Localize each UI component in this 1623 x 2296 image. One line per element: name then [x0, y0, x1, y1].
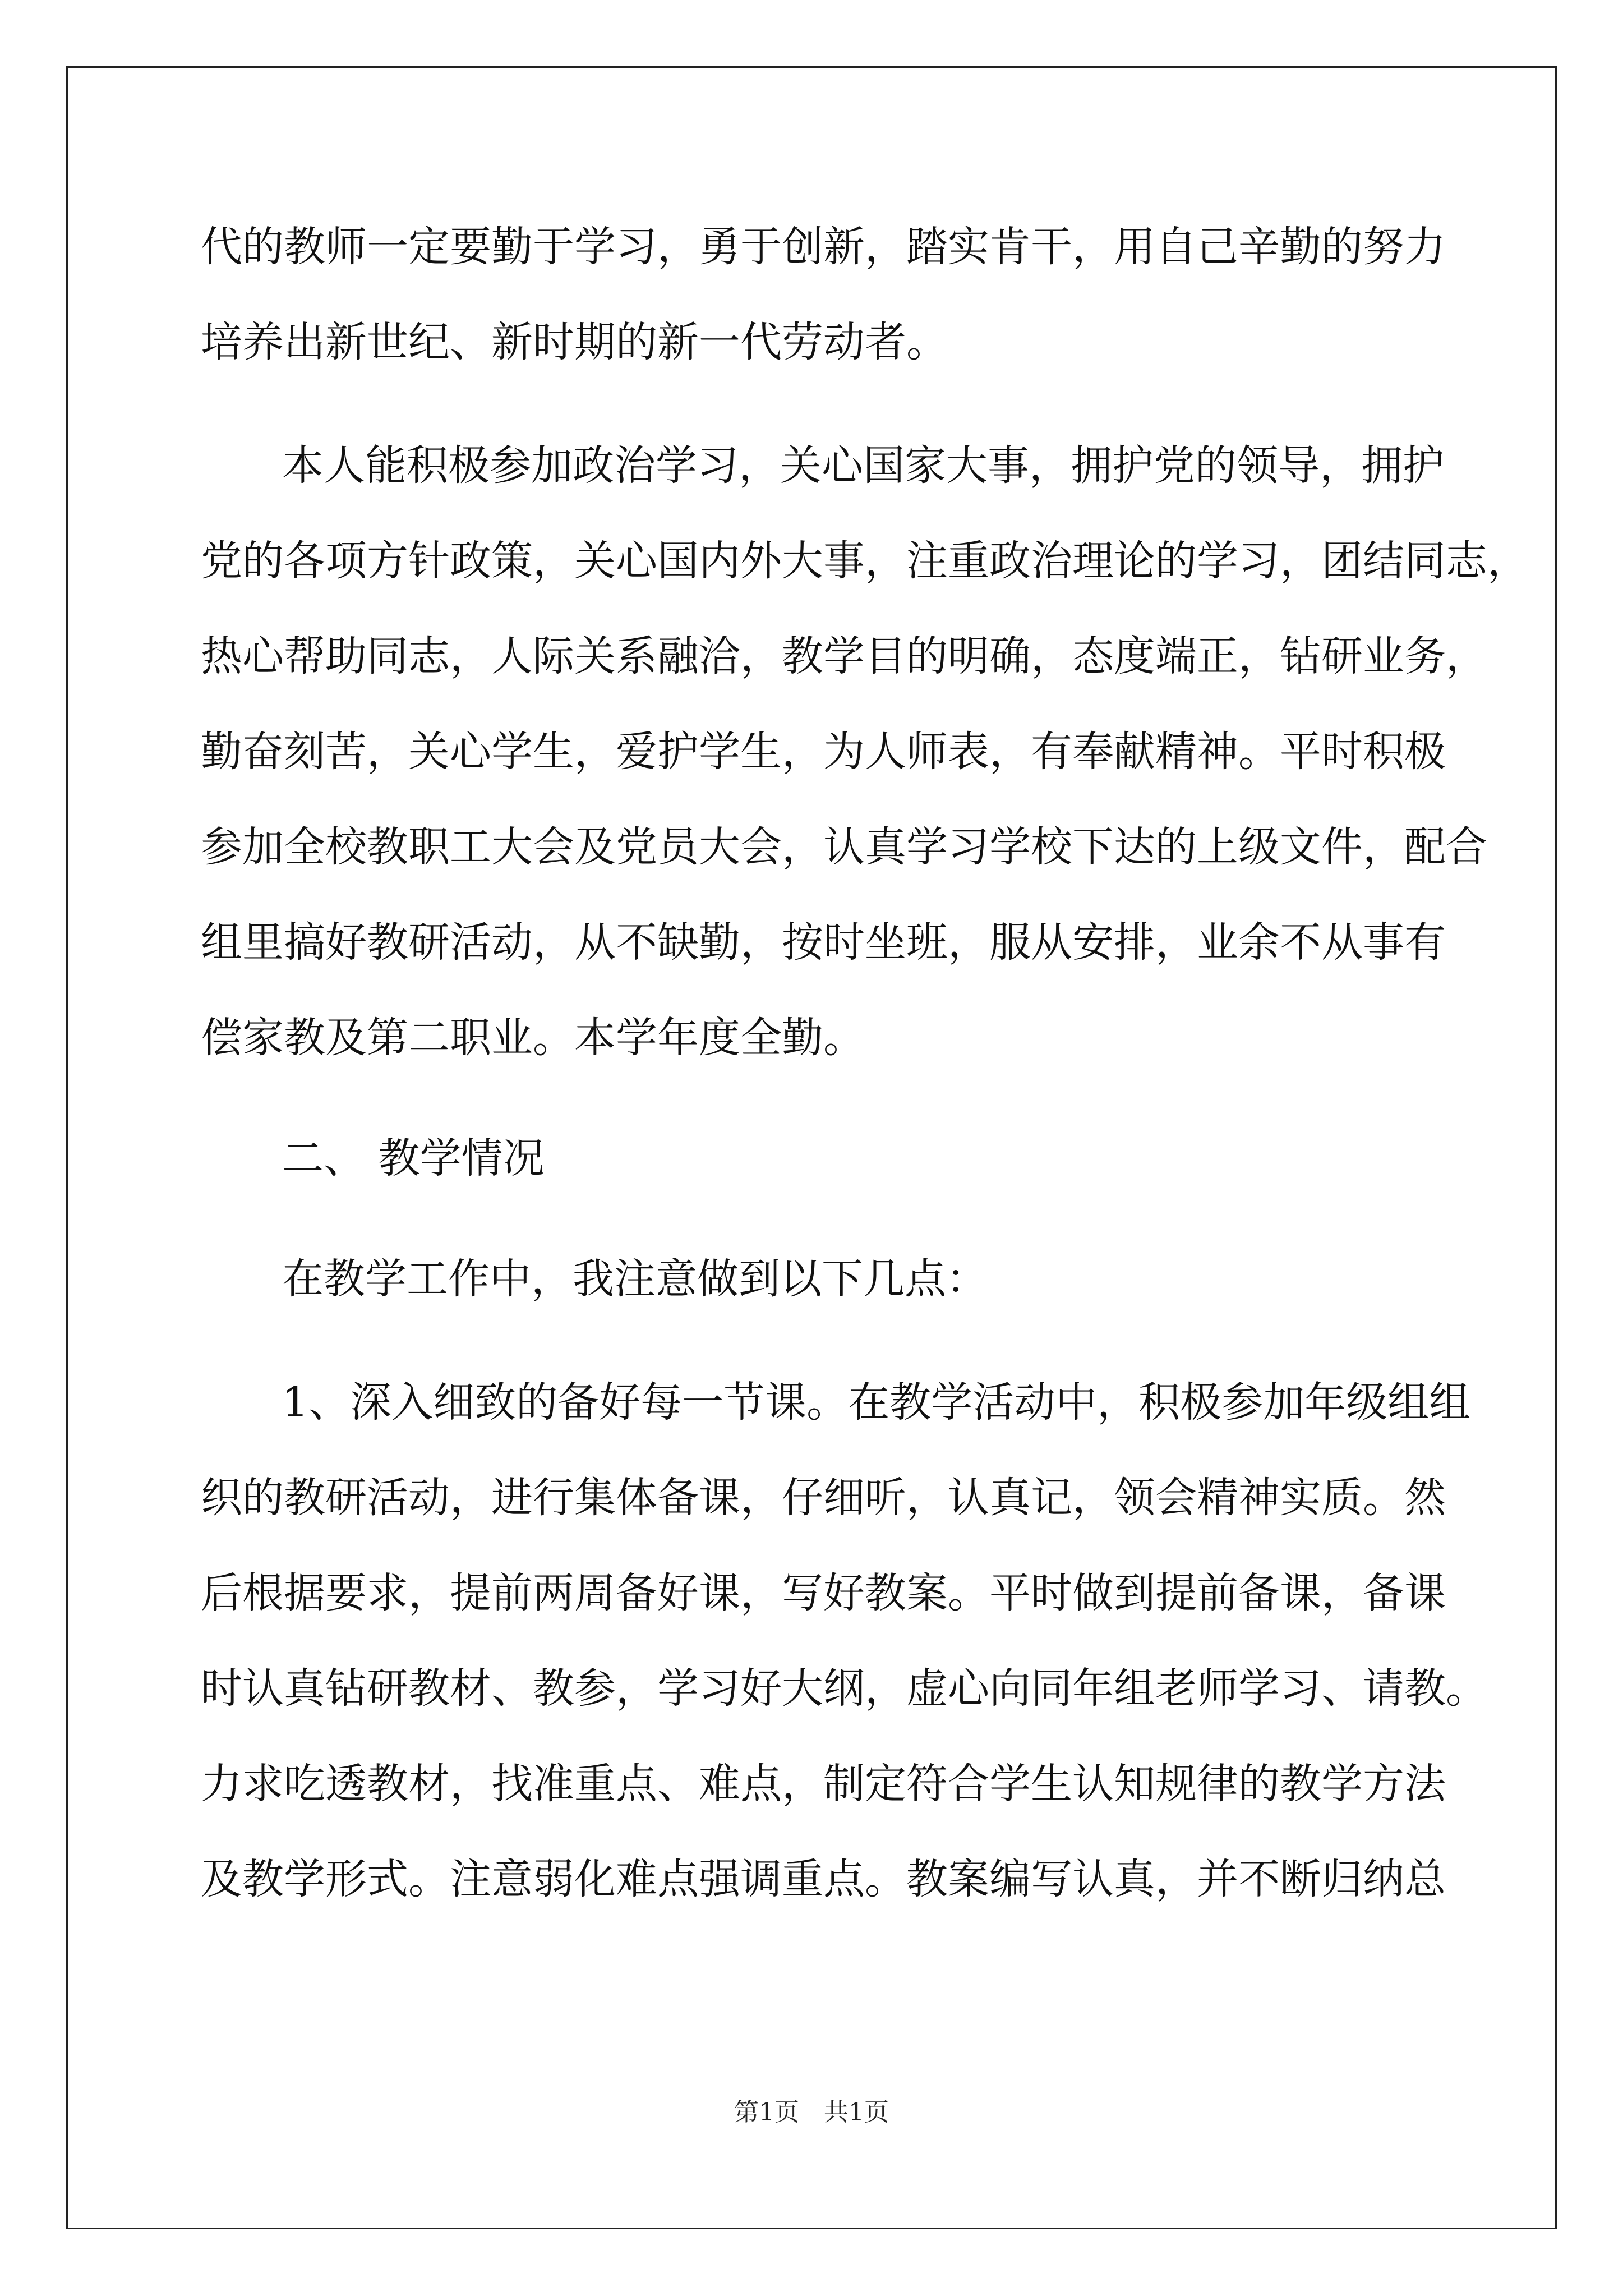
text-line: 在教学工作中，我注意做到以下几点： — [282, 1255, 988, 1303]
text-line: 及教学形式。注意弱化难点强调重点。教案编写认真，并不断归纳总 — [201, 1855, 1446, 1903]
page-number-footer: 第1页 共1页 — [734, 2098, 889, 2127]
text-line: 时认真钻研教材、教参，学习好大纲，虚心向同年组老师学习、请教。 — [201, 1664, 1487, 1713]
text-line: 本人能积极参加政治学习，关心国家大事，拥护党的领导，拥护 — [282, 441, 1444, 490]
text-line: 培养出新世纪、新时期的新一代劳动者。 — [201, 318, 948, 366]
section-heading: 二、 教学情况 — [282, 1134, 545, 1182]
text-line: 组里搞好教研活动，从不缺勤，按时坐班，服从安排，业余不从事有 — [201, 918, 1446, 967]
text-line: 力求吃透教材，找准重点、难点，制定符合学生认知规律的教学方法 — [201, 1760, 1446, 1808]
text-line: 偿家教及第二职业。本学年度全勤。 — [201, 1014, 865, 1062]
text-line: 参加全校教职工大会及党员大会，认真学习学校下达的上级文件，配合 — [201, 823, 1487, 871]
text-line: 1、深入细致的备好每一节课。在教学活动中，积极参加年级组组 — [282, 1378, 1471, 1427]
text-line: 热心帮助同志，人际关系融洽，教学目的明确，态度端正，钻研业务， — [201, 632, 1487, 680]
text-line: 后根据要求，提前两周备好课，写好教案。平时做到提前备课，备课 — [201, 1569, 1446, 1617]
text-line: 党的各项方针政策，关心国内外大事，注重政治理论的学习，团结同志， — [201, 537, 1529, 585]
text-line: 织的教研活动，进行集体备课，仔细听，认真记，领会精神实质。然 — [201, 1474, 1446, 1522]
text-line: 代的教师一定要勤于学习，勇于创新，踏实肯干，用自己辛勤的努力 — [201, 223, 1446, 271]
text-line: 勤奋刻苦，关心学生，爱护学生，为人师表，有奉献精神。平时积极 — [201, 728, 1446, 776]
